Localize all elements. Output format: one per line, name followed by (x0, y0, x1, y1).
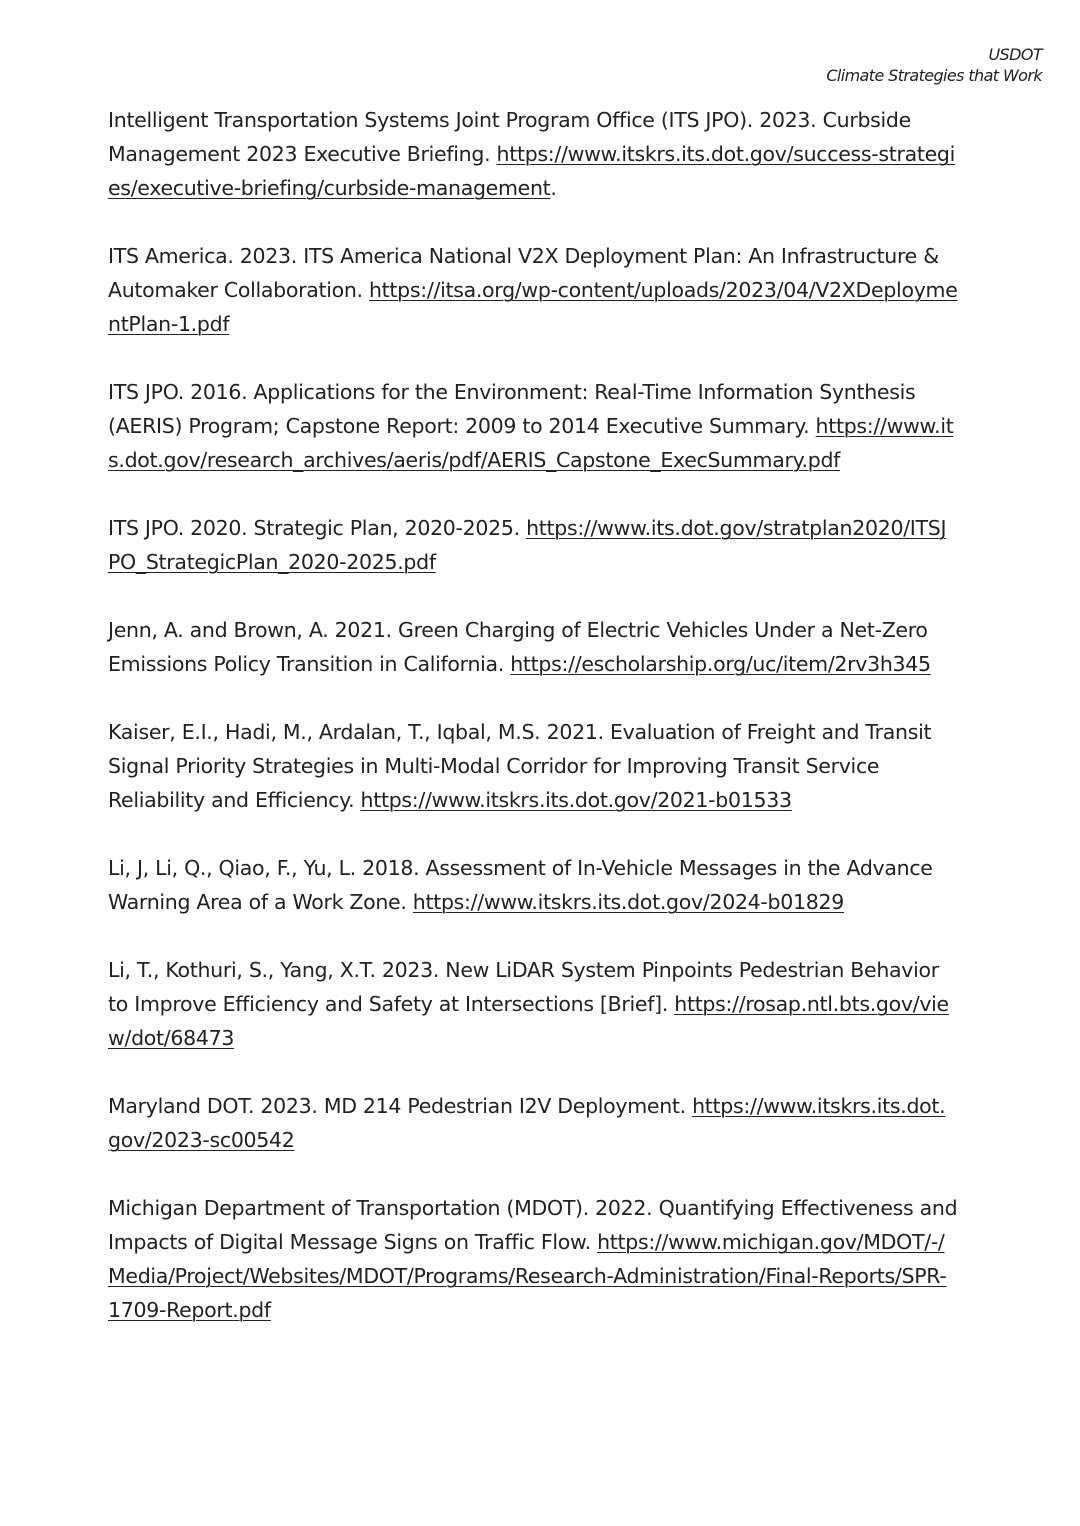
reference-trailing-punctuation: . (550, 176, 557, 200)
reference-entry (108, 953, 958, 1055)
reference-text: ITS America. 2023. ITS America National V2X Deployment Plan: An Infrastructure & Automaker Collaboration. (108, 244, 939, 302)
reference-link[interactable]: https://www.its.dot.gov/stratplan2020/ITSJPO_StrategicPlan_2020-2025.pdf (108, 516, 947, 574)
reference-link[interactable]: https://www.itskrs.its.dot.gov/2021-b01533 (360, 788, 792, 812)
reference-text: ITS JPO. 2020. Strategic Plan, 2020-2025. (108, 516, 527, 540)
reference-list (108, 103, 958, 1361)
reference-entry (108, 1191, 958, 1327)
reference-entry (108, 103, 958, 205)
reference-entry (108, 715, 958, 817)
reference-link[interactable]: https://www.itskrs.its.dot.gov/2024-b01829 (412, 890, 844, 914)
reference-link[interactable]: https://www.michigan.gov/MDOT/-/Media/Project/Websites/MDOT/Programs/Research-Administration/Final-Reports/SPR-1709-Report.pdf (108, 1230, 947, 1322)
reference-entry (108, 511, 958, 579)
reference-text: Jenn, A. and Brown, A. 2021. Green Charging of Electric Vehicles Under a Net-Zero Emissions Policy Transition in California. (108, 618, 928, 676)
reference-text: Li, J, Li, Q., Qiao, F., Yu, L. 2018. Assessment of In-Vehicle Messages in the Advance Warning Area of a Work Zone. (108, 856, 933, 914)
running-header (826, 44, 1042, 86)
reference-link[interactable]: https://www.itskrs.its.dot.gov/2023-sc00542 (108, 1094, 946, 1152)
header-agency: USDOT (988, 45, 1042, 64)
reference-entry (108, 375, 958, 477)
reference-text: ITS JPO. 2016. Applications for the Environment: Real-Time Information Synthesis (AERIS) Program; Capstone Report: 2009 to 2014 Executive Summary. (108, 380, 916, 438)
reference-link[interactable]: https://itsa.org/wp-content/uploads/2023/04/V2XDeploymentPlan-1.pdf (108, 278, 958, 336)
reference-text: Li, T., Kothuri, S., Yang, X.T. 2023. New LiDAR System Pinpoints Pedestrian Behavior to Improve Efficiency and Safety at Intersections [Brief]. (108, 958, 939, 1016)
reference-link[interactable]: https://www.its.dot.gov/research_archives/aeris/pdf/AERIS_Capstone_ExecSummary.pdf (108, 414, 954, 472)
reference-text: Intelligent Transportation Systems Joint Program Office (ITS JPO). 2023. Curbside Management 2023 Executive Briefing. (108, 108, 911, 166)
reference-link[interactable]: https://www.itskrs.its.dot.gov/success-strategies/executive-briefing/curbside-management (108, 142, 956, 200)
header-report-title: Climate Strategies that Work (826, 66, 1042, 85)
reference-entry (108, 239, 958, 341)
reference-entry (108, 1089, 958, 1157)
reference-link[interactable]: https://escholarship.org/uc/item/2rv3h345 (510, 652, 931, 676)
reference-text: Kaiser, E.I., Hadi, M., Ardalan, T., Iqbal, M.S. 2021. Evaluation of Freight and Transit Signal Priority Strategies in Multi-Modal Corridor for Improving Transit Service Reliability and Efficiency. (108, 720, 932, 812)
reference-text: Michigan Department of Transportation (MDOT). 2022. Quantifying Effectiveness and Impacts of Digital Message Signs on Traffic Flow. (108, 1196, 958, 1254)
reference-text: Maryland DOT. 2023. MD 214 Pedestrian I2V Deployment. (108, 1094, 693, 1118)
reference-entry (108, 851, 958, 919)
reference-entry (108, 613, 958, 681)
reference-link[interactable]: https://rosap.ntl.bts.gov/view/dot/68473 (108, 992, 949, 1050)
